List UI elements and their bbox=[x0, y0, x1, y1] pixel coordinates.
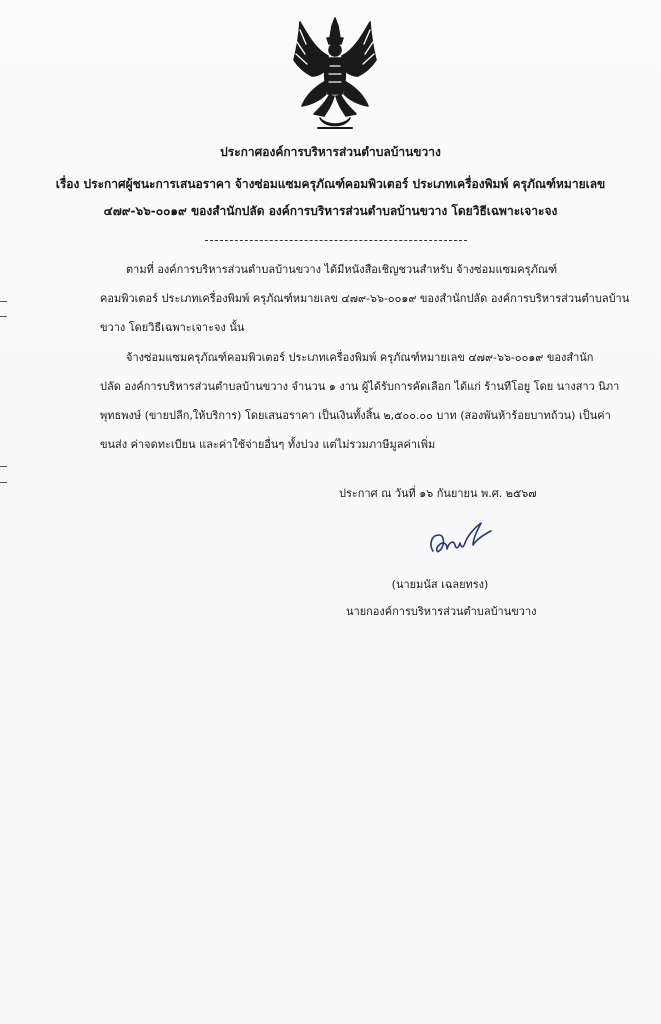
paragraph-line: พุทธพงษ์ (ขายปลีก,ให้บริการ) โดยเสนอราคา เป็นเงินทั้งสิ้น ๒,๕๐๐.๐๐ บาท (สองพันห้าร้อยบาทถ้วน) เป็นค่า bbox=[100, 409, 611, 422]
paragraph-line: ขนส่ง ค่าจดทะเบียน และค่าใช้จ่ายอื่นๆ ทั้งปวง แต่ไม่รวมภาษีมูลค่าเพิ่ม bbox=[100, 438, 436, 451]
paragraph-line: ขวาง โดยวิธีเฉพาะเจาะจง นั้น bbox=[100, 321, 245, 334]
edge-tick bbox=[0, 482, 7, 483]
paragraph-line: คอมพิวเตอร์ ประเภทเครื่องพิมพ์ ครุภัณฑ์หมายเลข ๔๗๙-๖๖-๐๐๑๙ ของสำนักปลัด องค์การบริหารส่วนตำบลบ้าน bbox=[100, 292, 630, 305]
announcement-subject-line2: ๔๗๙-๖๖-๐๐๑๙ ของสำนักปลัด องค์การบริหารส่วนตำบลบ้านขวาง โดยวิธีเฉพาะเจาะจง bbox=[103, 204, 558, 218]
paragraph-line: ตามที่ องค์การบริหารส่วนตำบลบ้านขวาง ได้มีหนังสือเชิญชวนสำหรับ จ้างซ่อมแซมครุภัณฑ์ bbox=[126, 263, 558, 276]
announcement-agency-title: ประกาศองค์การบริหารส่วนตำบลบ้านขวาง bbox=[220, 145, 441, 159]
body-paragraph-1 bbox=[100, 255, 630, 342]
paragraph-line: จ้างซ่อมแซมครุภัณฑ์คอมพิวเตอร์ ประเภทเครื่องพิมพ์ ครุภัณฑ์หมายเลข ๔๗๙-๖๖-๐๐๑๙ ของสำนัก bbox=[126, 351, 594, 364]
announcement-subject-line1: เรื่อง ประกาศผู้ชนะการเสนอราคา จ้างซ่อมแซมครุภัณฑ์คอมพิวเตอร์ ประเภทเครื่องพิมพ์ ครุภัณฑ์หมายเลข bbox=[55, 177, 606, 191]
header-divider bbox=[205, 240, 467, 241]
announcement-date: ประกาศ ณ วันที่ ๑๖ กันยายน พ.ศ. ๒๕๖๗ bbox=[339, 487, 537, 500]
paragraph-line: ปลัด องค์การบริหารส่วนตำบลบ้านขวาง จำนวน ๑ งาน ผู้ได้รับการคัดเลือก ได้แก่ ร้านทีโอยู โดย นางสาว นิภา bbox=[100, 380, 620, 393]
signer-name: (นายมนัส เฉลยทรง) bbox=[391, 578, 489, 591]
edge-tick bbox=[0, 301, 7, 302]
garuda-emblem bbox=[290, 16, 380, 134]
body-paragraph-2 bbox=[100, 343, 620, 459]
edge-tick bbox=[0, 316, 7, 317]
handwritten-signature bbox=[425, 515, 500, 560]
signer-title: นายกองค์การบริหารส่วนตำบลบ้านขวาง bbox=[346, 605, 537, 618]
edge-tick bbox=[0, 466, 7, 467]
